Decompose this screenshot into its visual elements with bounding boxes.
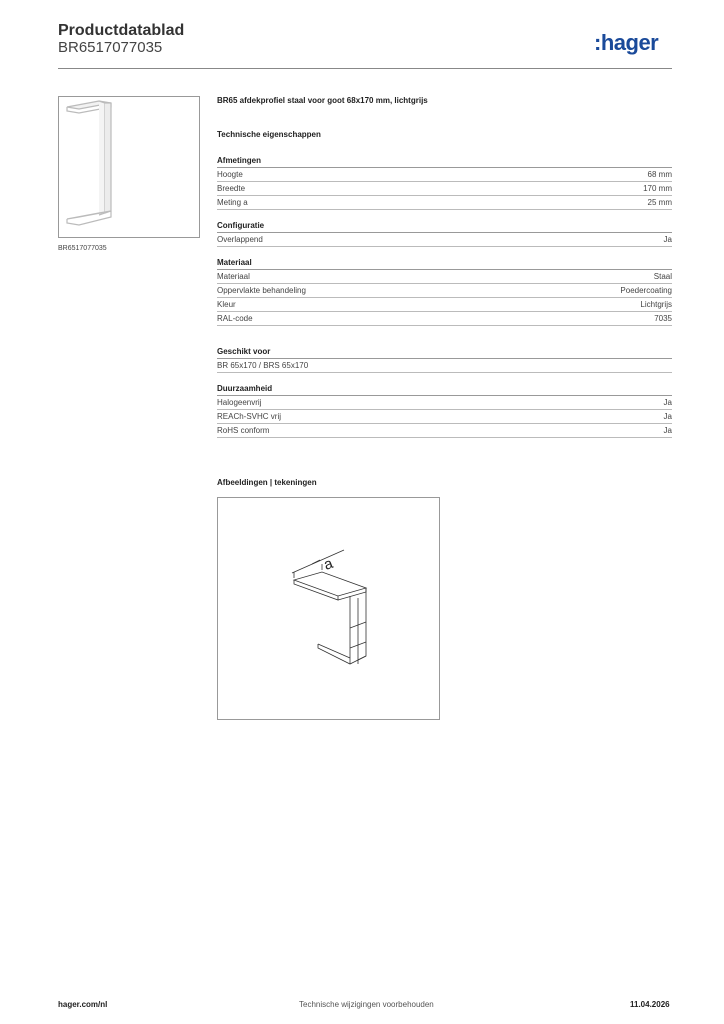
spec-label: REACh-SVHC vrij: [217, 412, 282, 421]
cover-profile-photo: [59, 97, 199, 237]
spec-value: Lichtgrijs: [640, 300, 672, 309]
page-title: Productdatablad: [58, 22, 185, 39]
spec-label: RAL-code: [217, 314, 253, 323]
spec-label: Halogeenvrij: [217, 398, 262, 407]
product-image: [58, 96, 200, 238]
product-image-caption: BR6517077035: [58, 245, 107, 252]
spec-row: [217, 270, 672, 284]
spec-label: Meting a: [217, 198, 248, 207]
spec-row: [217, 424, 672, 438]
spec-row: [217, 312, 672, 326]
spec-section-sustainability: [217, 383, 672, 438]
technical-properties-heading: Technische eigenschappen: [217, 130, 321, 139]
spec-row: [217, 396, 672, 410]
spec-section-suitable-for: [217, 346, 672, 373]
product-description: BR65 afdekprofiel staal voor goot 68x170 mm, lichtgrijs: [217, 96, 428, 105]
spec-row: [217, 196, 672, 210]
spec-label: Hoogte: [217, 170, 243, 179]
technical-drawing: [217, 497, 440, 720]
footer-disclaimer: Technische wijzigingen voorbehouden: [299, 1000, 434, 1009]
dimension-drawing: [218, 498, 439, 719]
hager-logo: :hager: [594, 30, 659, 55]
spec-row: [217, 233, 672, 247]
dimension-label-a: a: [321, 554, 336, 574]
section-title: Geschikt voor: [217, 346, 672, 359]
drawings-heading: Afbeeldingen | tekeningen: [217, 478, 317, 487]
spec-value: Ja: [663, 235, 672, 244]
section-title: Materiaal: [217, 257, 672, 270]
footer-website[interactable]: hager.com/nl: [58, 1000, 108, 1009]
spec-value: Ja: [663, 398, 672, 407]
spec-row: [217, 410, 672, 424]
spec-label: Breedte: [217, 184, 246, 193]
specifications-panel: [217, 96, 672, 448]
spec-row: [217, 298, 672, 312]
header-divider: [58, 68, 672, 69]
section-title: Afmetingen: [217, 155, 672, 168]
spec-value: 170 mm: [643, 184, 672, 193]
spec-value: 68 mm: [647, 170, 672, 179]
spec-row: [217, 168, 672, 182]
spec-row: [217, 359, 672, 373]
spec-value: 25 mm: [647, 198, 672, 207]
spec-row: [217, 182, 672, 196]
spec-label: Overlappend: [217, 235, 263, 244]
spec-label: BR 65x170 / BRS 65x170: [217, 361, 309, 370]
spec-value: 7035: [654, 314, 672, 323]
product-code: BR6517077035: [58, 39, 163, 56]
section-title: Duurzaamheid: [217, 383, 672, 396]
section-title: Configuratie: [217, 220, 672, 233]
spec-value: Ja: [663, 426, 672, 435]
spec-section-configuration: [217, 220, 672, 247]
spec-section-dimensions: [217, 155, 672, 210]
spec-label: Oppervlakte behandeling: [217, 286, 306, 295]
spec-label: Materiaal: [217, 272, 250, 281]
spec-row: [217, 284, 672, 298]
spec-label: RoHS conform: [217, 426, 270, 435]
spec-label: Kleur: [217, 300, 236, 309]
spec-section-material: [217, 257, 672, 326]
spec-value: Staal: [653, 272, 672, 281]
footer-date: 11.04.2026: [630, 1000, 670, 1009]
spec-value: Poedercoating: [620, 286, 672, 295]
spec-value: Ja: [663, 412, 672, 421]
